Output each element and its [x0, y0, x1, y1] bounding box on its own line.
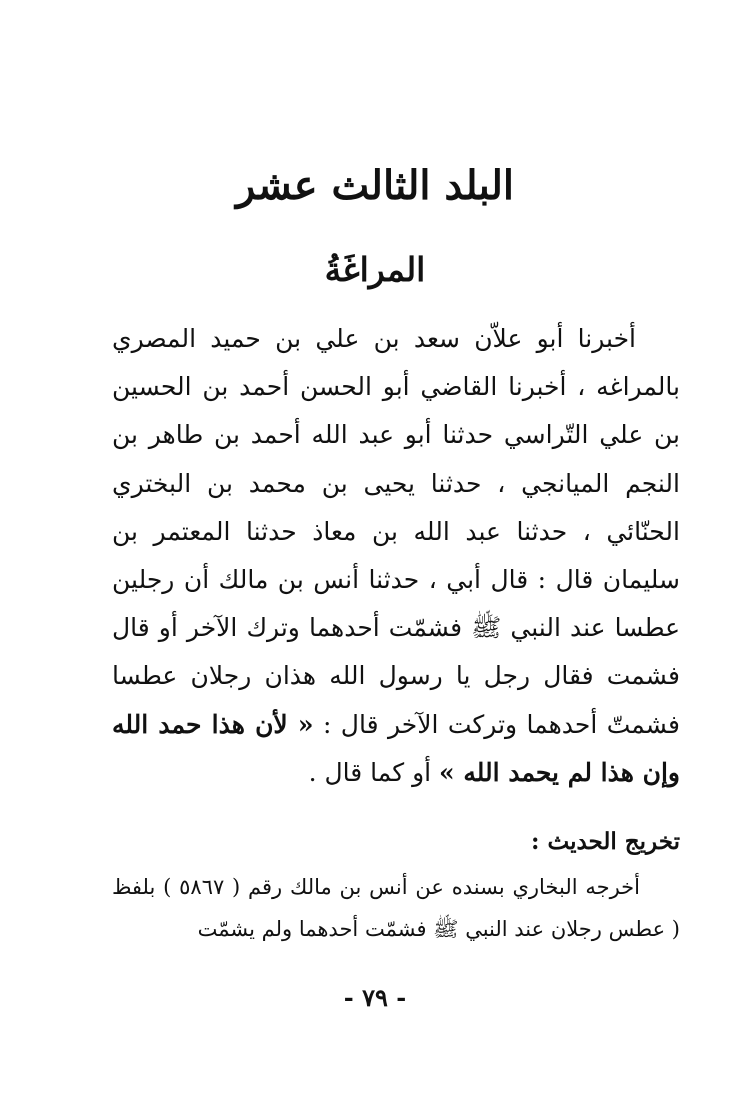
hadith-text: أخبرنا أبو علاّن سعد بن علي بن حميد المصري بالمراغه ، أخبرنا القاضي أبو الحسن أحمد بن الحسين بن علي التّراسي حدثنا أبو عبد الله أحمد بن طاهر بن النجم الميانجي ، حدثنا يحيى بن محمد بن البختري الحنّائي ، حدثنا عبد الله بن معاذ حدثنا المعتمر بن سليمان قال : قال أبي ، حدثنا أنس بن مالك أن رجلين عطسا عند النبي ﷺ فشمّت أحدهما وترك الآخر أو قال فشمت فقال رجل يا رسول الله هذان رجلان عطسا فشمتّ أحدهما وتركت الآخر قال : — [112, 324, 680, 739]
page-subtitle: المراغَةُ — [324, 250, 426, 289]
takhrij-text: أخرجه البخاري بسنده عن أنس بن مالك رقم ( ٥٨٦٧ ) بلفظ ( عطس رجلان عند النبي ﷺ فشمّت أحدهما ولم يشمّت — [112, 875, 680, 941]
hadith-paragraph — [112, 315, 680, 797]
page-title: البلد الثالث عشر — [235, 162, 515, 209]
section-heading: تخريج الحديث : — [531, 828, 680, 855]
page-number: - ٧٩ - — [343, 983, 407, 1012]
takhrij-paragraph — [112, 866, 680, 950]
hadith-quote: « لأن هذا حمد الله وإن هذا لم يحمد الله » — [112, 709, 680, 787]
hadith-ending: أو كما قال . — [308, 757, 432, 787]
